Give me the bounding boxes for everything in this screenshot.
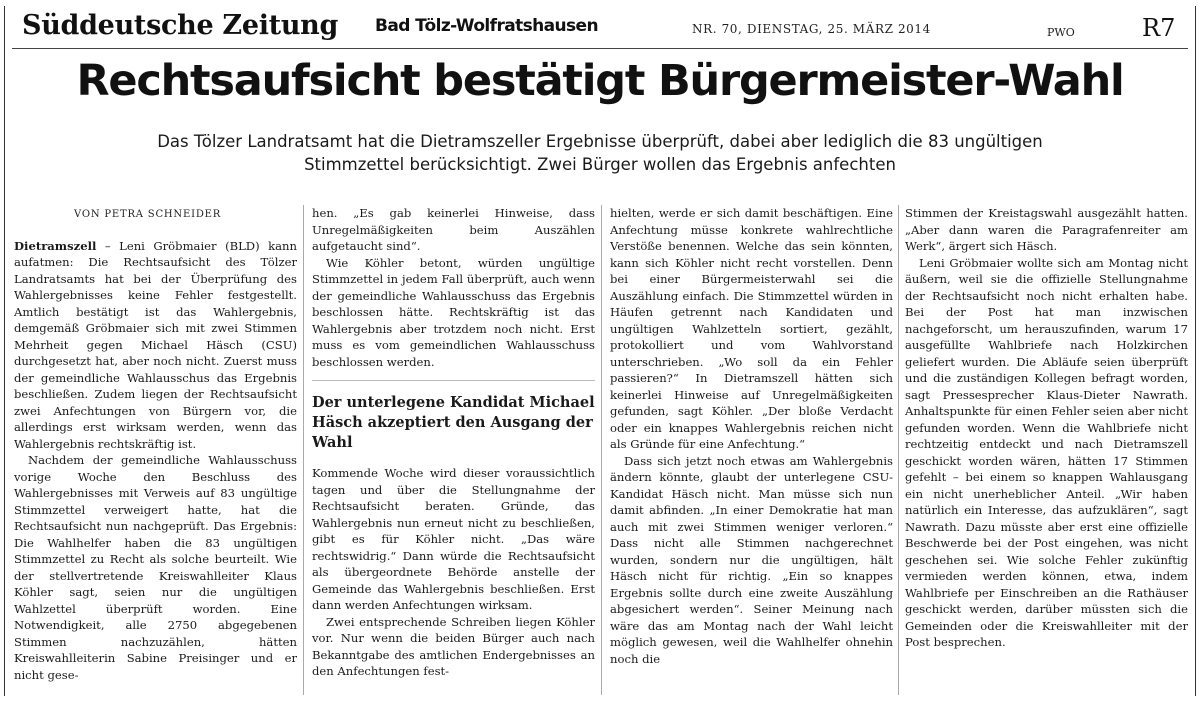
- subheading-rule: [312, 380, 595, 381]
- article-paragraph: Wie Köhler betont, würden ungültige Stimmzettel in jedem Fall überprüft, auch wenn der gemeindliche Wahlausschuss das Ergebnis beschlossen hätte. Rechtskräftig ist das Wahlergebnis aber trotzdem noch nicht. Erst muss es vom gemeindlichen Wahlausschuss beschlossen werden.: [312, 255, 595, 369]
- masthead-rule: [12, 48, 1188, 49]
- article-paragraph: Dass sich jetzt noch etwas am Wahlergebnis ändern könnte, glaubt der unterlegene CSU-Kandidat Häsch nicht. Man müsse sich nun damit abfinden. „In einer Demokratie hat man auch mit zwei Stimmen weniger verloren.“ Dass nicht alle Stimmen nachgerechnet wurden, sondern nur die ungültigen, hält Häsch nicht für richtig. „Ein so knappes Ergebnis sollte durch eine zweite Auszählung abgesichert werden“. Seiner Meinung nach wäre das am Montag nach der Wahl leicht möglich gewesen, weil die Wahlhelfer ohnehin noch die: [610, 453, 893, 666]
- page-border-right: [1195, 6, 1196, 696]
- byline: VON PETRA SCHNEIDER: [74, 209, 222, 220]
- article-column-3: [610, 205, 893, 697]
- column-divider: [898, 205, 899, 695]
- article-paragraph: Leni Gröbmaier wollte sich am Montag nicht äußern, weil sie die offizielle Stellungnahme der Rechtsaufsicht noch nicht erhalten habe. Bei der Post hat man inzwischen nachgeforscht, um herauszufinden, warum 17 ausgefüllte Wahlbriefe nach Holzkirchen geliefert wurden. Die Abläufe seien überprüft und die zuständigen Kollegen befragt worden, sagt Pressesprecher Klaus-Dieter Nawrath. Anhaltspunkte für einen Fehler seien aber nicht gefunden worden. Wenn die Wahlbriefe nicht rechtzeitig entdeckt und nach Dietramszell geschickt worden wären, hätten 17 Stimmen gefehlt – bei einem so knappen Wahlausgang ein nicht unerheblicher Anteil. „Wir haben natürlich ein Interesse, das aufzuklären“, sagt Nawrath. Dazu müsste aber erst eine offizielle Beschwerde bei der Post eingehen, was nicht geschehen sei. Wie solche Fehler zukünftig vermieden werden können, etwa, indem Wahlbriefe per Einschreiben an die Rathäuser geschickt werden, darüber müssten sich die Gemeinden oder die Kreiswahlleiter mit der Post besprechen.: [905, 255, 1188, 649]
- article-paragraph: Nachdem der gemeindliche Wahlausschuss vorige Woche den Beschluss des Wahlergebnisses mit Verweis auf 83 ungültige Stimmzettel verweigert hatte, hat die Rechtsaufsicht nun nachgeprüft. Das Ergebnis: Die Wahlhelfer haben die 83 ungültigen Stimmzettel zu Recht als solche beurteilt. Wie der stellvertretende Kreiswahlleiter Klaus Köhler sagt, seien nur die ungültigen Wahlzettel überprüft worden. Eine Notwendigkeit, alle 2750 abgegebenen Stimmen nachzuzählen, hätten Kreiswahlleiterin Sabine Preisinger und er nicht gese-: [14, 453, 297, 682]
- dateline: Dietramszell: [14, 238, 97, 253]
- article-paragraph: hen. „Es gab keinerlei Hinweise, dass Unregelmäßigkeiten beim Auszählen aufgetaucht sind“.: [312, 206, 595, 253]
- masthead: [22, 10, 1182, 44]
- column-divider: [303, 205, 304, 695]
- article-paragraph: hielten, werde er sich damit beschäftigen. Eine Anfechtung müsse konkrete wahlrechtliche Verstöße benennen. Welche das sein könnten, kann sich Köhler nicht recht vorstellen. Denn bei einer Bürgermeisterwahl sei die Auszählung einfach. Die Stimmzettel würden in Häufen getrennt nach Kandidaten und ungültigen Wahlzetteln sortiert, gezählt, protokolliert und vom Wahlvorstand unterschrieben. „Wo soll da ein Fehler passieren?“ In Dietramszell hätten sich keinerlei Hinweise auf Unregelmäßigkeiten gefunden, sagt Köhler. „Der bloße Verdacht oder ein knappes Wahlergebnis reichen nicht als Gründe für eine Anfechtung.“: [610, 206, 893, 451]
- article-column-4: [905, 205, 1188, 697]
- column-divider: [601, 205, 602, 695]
- article-paragraph: Zwei entsprechende Schreiben liegen Köhler vor. Nur wenn die beiden Bürger auch nach Bekanntgabe des amtlichen Endergebnisses an den Anfechtungen fest-: [312, 614, 595, 678]
- newspaper-name: Süddeutsche Zeitung: [22, 10, 339, 41]
- page-number: R7: [1142, 14, 1176, 42]
- issue-date: NR. 70, DIENSTAG, 25. MÄRZ 2014: [692, 22, 931, 36]
- regional-edition-name: Bad Tölz-Wolfratshausen: [375, 16, 598, 36]
- article-column-2: [312, 205, 595, 697]
- article-column-1: [14, 205, 297, 697]
- edition-code: PWO: [1047, 26, 1075, 39]
- article-paragraph: Stimmen der Kreistagswahl ausgezählt hatten. „Aber dann waren die Paragrafenreiter am Werk“, ärgert sich Häsch.: [905, 206, 1188, 253]
- paragraph-text: – Leni Gröbmaier (BLD) kann aufatmen: Die Rechtsaufsicht des Tölzer Landratsamts hat bei der Überprüfung des Wahlergebnisses keine Fehler festgestellt. Amtlich bestätigt ist das Wahlergebnis, demgemäß Gröbmaier sich mit zwei Stimmen Mehrheit gegen Michael Häsch (CSU) durchgesetzt hat, aber noch nicht. Zuerst muss der gemeindliche Wahlausschus das Ergebnis beschließen. Zudem liegen der Rechtsaufsicht zwei Anfechtungen von Bürgern vor, die allerdings erst wirksam werden, wenn das Wahlergebnis rechtskräftig ist.: [14, 238, 297, 451]
- page-border-left: [4, 6, 5, 696]
- article-paragraph: [14, 238, 297, 453]
- article-subheadline: Das Tölzer Landratsamt hat die Dietramszeller Ergebnisse überprüft, dabei aber lediglich die 83 ungültigen Stimmzettel berücksichtigt. Zwei Bürger wollen das Ergebnis anfechten: [157, 132, 1043, 174]
- article-subheading: Der unterlegene Kandidat Michael Häsch akzeptiert den Ausgang der Wahl: [312, 394, 595, 451]
- article-headline: Rechtsaufsicht bestätigt Bürgermeister-Wahl: [76, 56, 1124, 106]
- article-paragraph: Kommende Woche wird dieser voraussichtlich tagen und über die Stellungnahme der Rechtsaufsicht beraten. Gründe, das Wahlergebnis nun erneut nicht zu beschließen, gibt es für Köhler nicht. „Das wäre rechtswidrig.“ Dann würde die Rechtsaufsicht als übergeordnete Behörde anstelle der Gemeinde das Wahlergebnis beschließen. Erst dann werden Anfechtungen wirksam.: [312, 466, 595, 612]
